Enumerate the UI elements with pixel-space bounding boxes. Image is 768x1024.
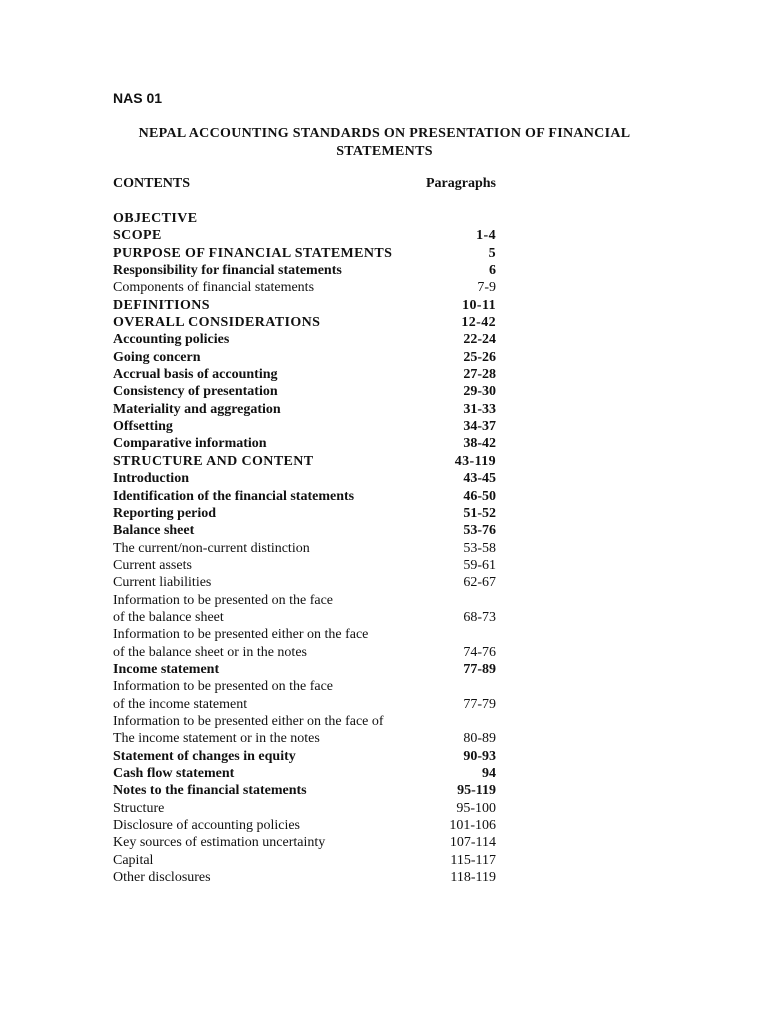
toc-entry-label: Information to be presented on the face (113, 592, 334, 608)
toc-entry-label: Offsetting (113, 419, 173, 435)
toc-entry (113, 453, 496, 470)
toc-entry-paragraphs: 74-76 (463, 644, 496, 660)
toc-entry-label: OVERALL CONSIDERATIONS (113, 315, 321, 331)
toc-entry-paragraphs: 101-106 (449, 818, 496, 834)
toc-entry-paragraphs: 95-100 (456, 800, 496, 816)
document-code: NAS 01 (113, 90, 163, 106)
toc-entry-paragraphs: 7-9 (477, 280, 496, 296)
toc-entry (113, 488, 496, 505)
table-of-contents (113, 175, 496, 886)
toc-entry-label: Cash flow statement (113, 766, 235, 781)
toc-entry-label: Components of financial statements (113, 280, 315, 296)
toc-entry-label: Responsibility for financial statements (113, 263, 342, 279)
toc-entry-label: Key sources of estimation uncertainty (113, 835, 326, 851)
toc-entry-paragraphs: 59-61 (463, 557, 496, 573)
toc-entry-label: STRUCTURE AND CONTENT (113, 453, 314, 469)
toc-entry-label: Other disclosures (113, 870, 211, 886)
toc-entry-paragraphs: 22-24 (463, 332, 496, 348)
toc-entry-label: The income statement or in the notes (113, 731, 320, 747)
toc-entry-label: of the balance sheet (113, 609, 224, 625)
toc-entry (113, 574, 496, 591)
toc-entry-paragraphs: 118-119 (450, 870, 496, 886)
toc-entry (113, 765, 496, 782)
toc-entry (113, 782, 496, 799)
toc-entry (113, 349, 496, 366)
toc-entry-label: Information to be presented either on the face of (113, 713, 384, 729)
toc-entry-label: Introduction (113, 471, 189, 487)
toc-entry-label: SCOPE (113, 228, 162, 244)
toc-entry-paragraphs: 62-67 (463, 575, 496, 591)
toc-header (113, 175, 496, 193)
toc-entry (113, 730, 496, 747)
title-line-1: NEPAL ACCOUNTING STANDARDS ON PRESENTATION OF FINANCIAL (138, 126, 631, 141)
toc-entry-paragraphs: 77-79 (463, 696, 496, 712)
toc-entry-paragraphs: 1-4 (476, 228, 496, 244)
contents-heading: CONTENTS (113, 176, 191, 191)
toc-entry-paragraphs: 34-37 (463, 419, 496, 435)
toc-entry-paragraphs: 25-26 (463, 349, 496, 365)
toc-entry-label: Balance sheet (113, 523, 195, 539)
toc-entry-label: of the balance sheet or in the notes (113, 644, 307, 660)
toc-entry-paragraphs: 80-89 (463, 731, 496, 747)
toc-entry-label: Information to be presented on the face (113, 679, 334, 695)
toc-entry (113, 869, 496, 886)
toc-entry-label: Accounting policies (113, 332, 230, 348)
toc-entry-label: Disclosure of accounting policies (113, 818, 301, 834)
toc-entry (113, 297, 496, 314)
toc-entry-paragraphs: 107-114 (449, 835, 496, 851)
toc-entry-paragraphs: 43-45 (463, 471, 496, 487)
toc-entry-label: Going concern (113, 349, 201, 365)
toc-entry-paragraphs: 51-52 (463, 505, 496, 521)
toc-entry (113, 522, 496, 539)
toc-entry (113, 279, 496, 296)
paragraphs-heading: Paragraphs (426, 176, 496, 191)
toc-entry (113, 678, 496, 695)
toc-entry-paragraphs: 31-33 (463, 401, 496, 417)
toc-entry-label: Materiality and aggregation (113, 401, 281, 417)
toc-entry-label: Comparative information (113, 436, 267, 452)
toc-entry-paragraphs: 6 (489, 263, 496, 279)
toc-entry (113, 262, 496, 279)
toc-entry-paragraphs: 29-30 (463, 384, 496, 400)
toc-entry-label: Structure (113, 800, 165, 816)
toc-entry-label: Statement of changes in equity (113, 748, 296, 764)
toc-entry-paragraphs: 43-119 (454, 453, 496, 469)
toc-entry (113, 800, 496, 817)
toc-entry-paragraphs: 77-89 (463, 661, 496, 677)
toc-entry-paragraphs: 115-117 (450, 852, 496, 868)
toc-entry (113, 713, 496, 730)
toc-entry-label: Information to be presented either on the face (113, 627, 369, 643)
toc-entry (113, 609, 496, 626)
toc-entry-label: Income statement (113, 661, 220, 677)
toc-entry-label: Consistency of presentation (113, 384, 278, 400)
toc-entry-paragraphs: 95-119 (457, 783, 496, 799)
toc-entry (113, 852, 496, 869)
toc-entry (113, 418, 496, 435)
toc-entries (113, 210, 496, 886)
toc-entry-paragraphs: 53-76 (463, 523, 496, 539)
toc-entry-label: Current assets (113, 557, 192, 573)
toc-entry (113, 383, 496, 400)
toc-entry (113, 834, 496, 851)
toc-entry (113, 661, 496, 678)
toc-entry (113, 540, 496, 557)
toc-entry-label: Current liabilities (113, 575, 212, 591)
toc-entry (113, 696, 496, 713)
toc-entry (113, 331, 496, 348)
toc-entry-paragraphs: 38-42 (463, 436, 496, 452)
toc-entry (113, 401, 496, 418)
toc-entry-label: Capital (113, 852, 154, 868)
toc-entry-label: Notes to the financial statements (113, 783, 307, 799)
toc-entry (113, 626, 496, 643)
toc-entry-label: of the income statement (113, 696, 248, 712)
toc-entry-paragraphs: 10-11 (462, 297, 496, 313)
toc-entry-paragraphs: 12-42 (461, 315, 496, 331)
toc-entry-paragraphs: 46-50 (463, 488, 496, 504)
toc-entry-label: The current/non-current distinction (113, 540, 310, 556)
toc-entry-paragraphs: 53-58 (463, 540, 496, 556)
toc-entry (113, 644, 496, 661)
toc-entry-paragraphs: 5 (488, 245, 496, 261)
toc-entry-paragraphs: 90-93 (463, 748, 496, 764)
toc-entry (113, 314, 496, 331)
toc-entry (113, 245, 496, 262)
toc-entry-label: OBJECTIVE (113, 211, 198, 226)
toc-entry (113, 366, 496, 383)
toc-entry-label: DEFINITIONS (113, 297, 210, 313)
toc-entry-label: Accrual basis of accounting (113, 367, 278, 383)
title-line-2: STATEMENTS (336, 144, 433, 159)
toc-entry (113, 470, 496, 487)
document-title (113, 125, 656, 161)
toc-entry-paragraphs: 68-73 (463, 609, 496, 625)
toc-entry (113, 210, 496, 227)
toc-entry-label: Identification of the financial statements (113, 488, 355, 504)
toc-entry-paragraphs: 27-28 (463, 367, 496, 383)
toc-entry (113, 557, 496, 574)
toc-entry (113, 592, 496, 609)
toc-entry (113, 227, 496, 244)
toc-entry-label: PURPOSE OF FINANCIAL STATEMENTS (113, 245, 393, 261)
toc-entry (113, 817, 496, 834)
toc-entry (113, 748, 496, 765)
toc-entry-label: Reporting period (113, 505, 217, 521)
toc-entry (113, 435, 496, 452)
toc-entry (113, 505, 496, 522)
toc-entry-paragraphs: 94 (482, 766, 496, 781)
